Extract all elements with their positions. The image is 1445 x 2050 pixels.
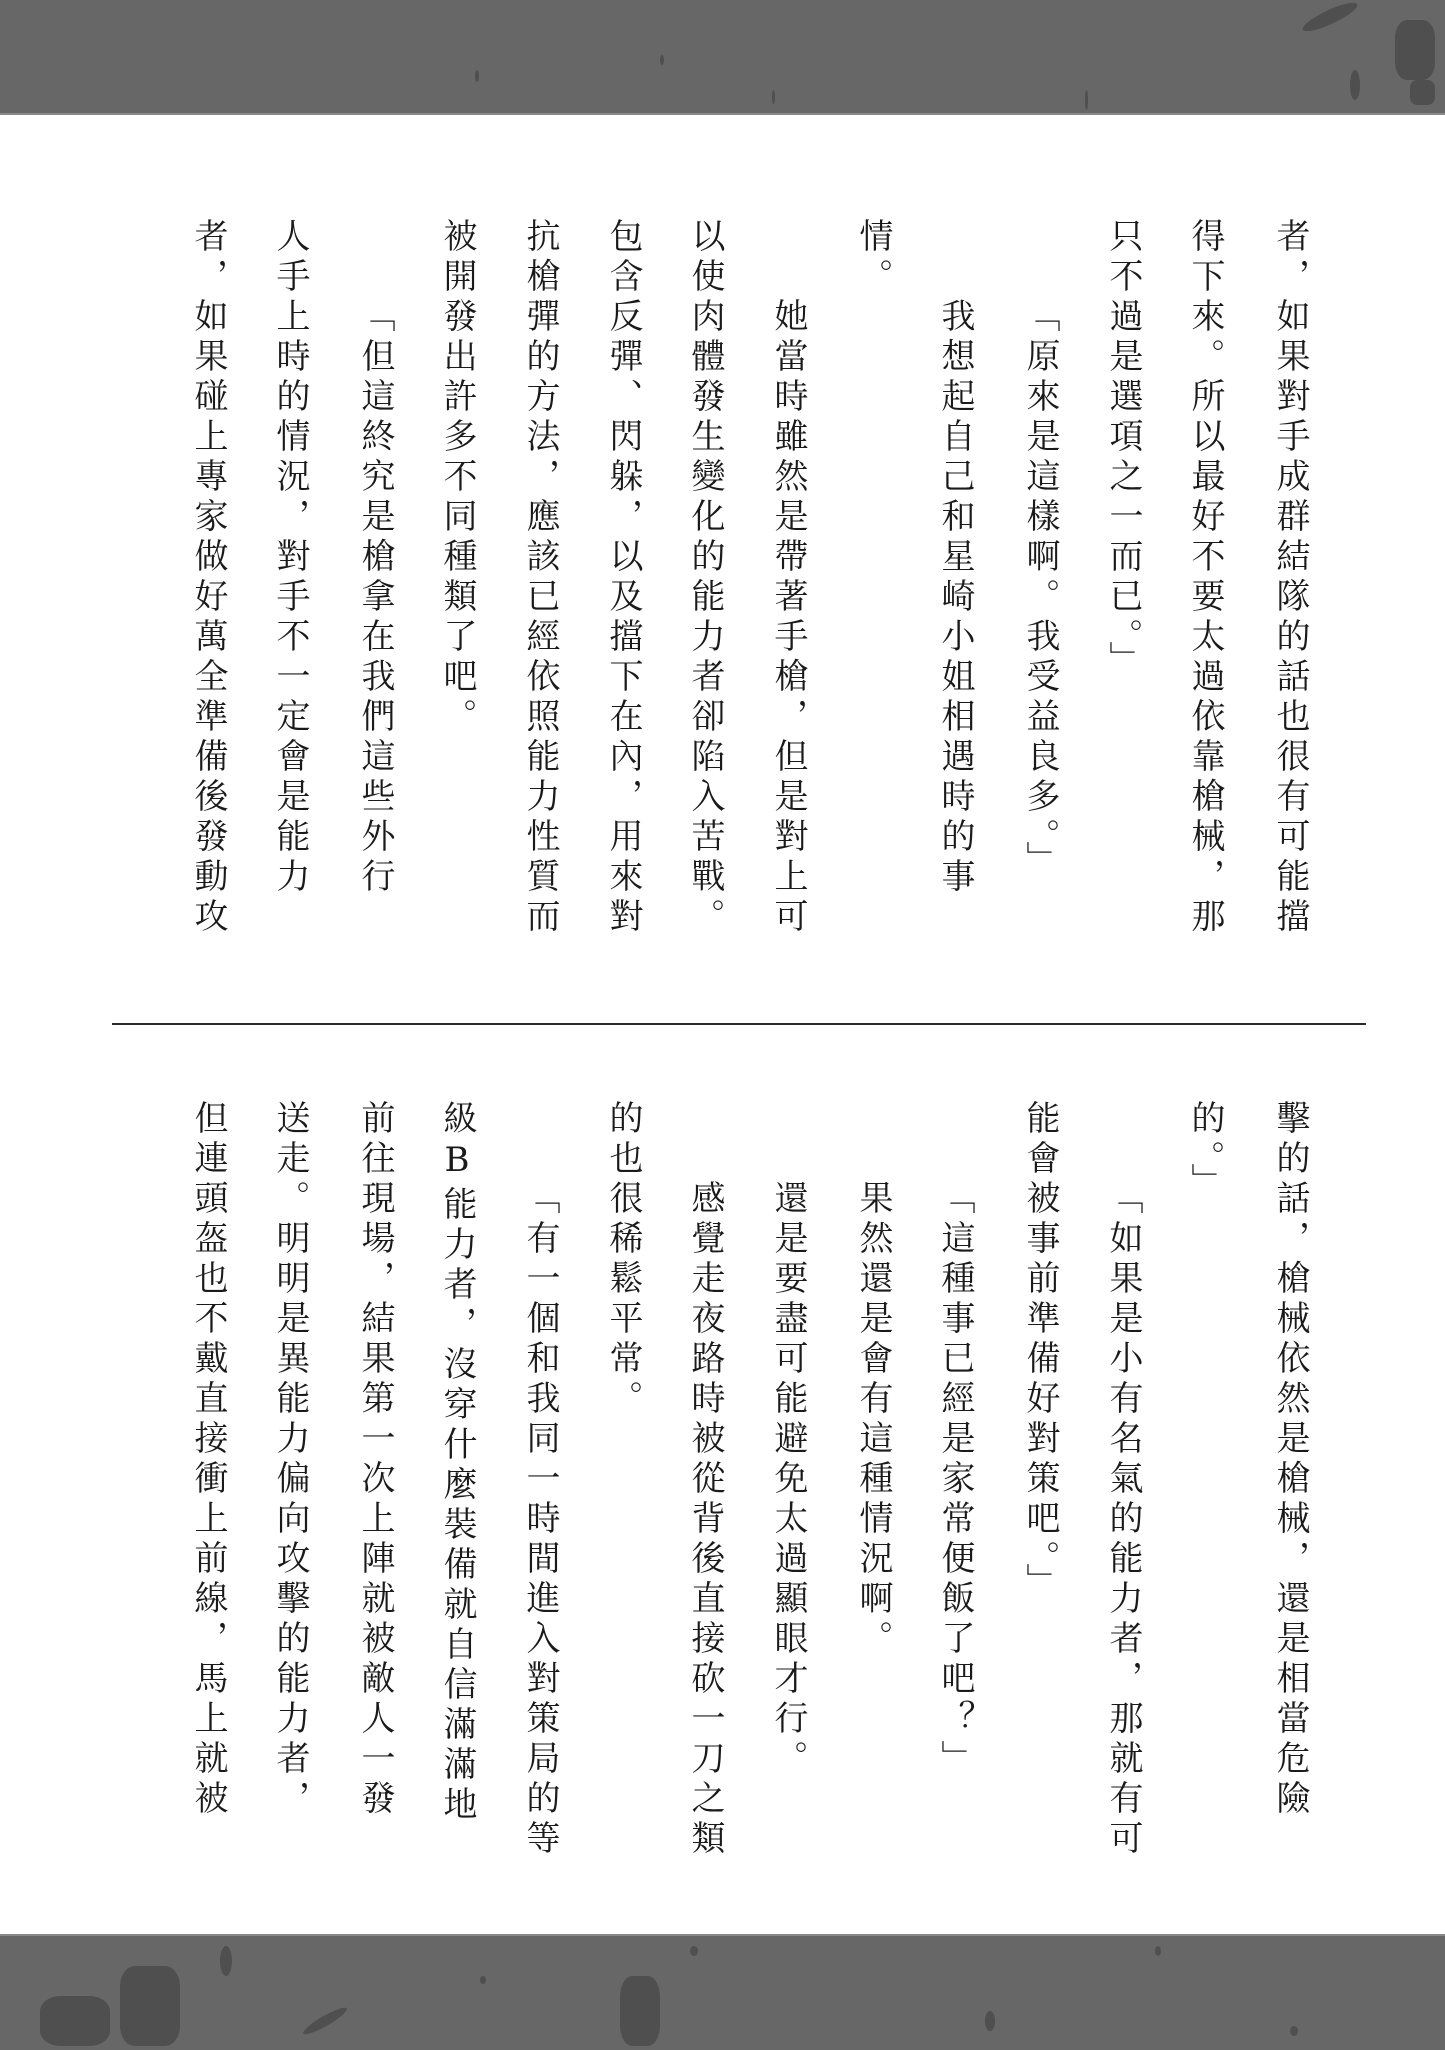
text-column: 「這種事已經是家常便飯了吧？」: [935, 1180, 975, 1780]
text-column: 包含反彈、閃躲，以及擋下在內，用來對: [603, 218, 643, 938]
text-column: 前往現場，結果第一次上陣就被敵人一發: [355, 1100, 395, 1820]
grunge-speck: [772, 90, 775, 104]
top-grunge-banner: [0, 0, 1445, 115]
grunge-speck: [220, 1946, 232, 1976]
grunge-speck: [475, 70, 479, 82]
text-column: 能會被事前準備好對策吧。」: [1020, 1100, 1060, 1603]
text-column: 果然還是會有這種情況啊。: [853, 1180, 893, 1660]
grunge-speck: [120, 1966, 180, 2046]
grunge-speck: [1350, 70, 1360, 100]
grunge-speck: [40, 1996, 110, 2046]
text-column: 感覺走夜路時被從背後直接砍一刀之類: [685, 1180, 725, 1860]
text-column: 還是要盡可能避免太過顯眼才行。: [768, 1180, 808, 1780]
text-column: 人手上時的情況，對手不一定會是能力: [270, 218, 310, 898]
grunge-speck: [480, 1976, 486, 1984]
text-column: 級B能力者，沒穿什麼裝備就自信滿滿地: [437, 1100, 477, 1826]
grunge-speck: [1290, 2026, 1298, 2036]
text-column: 以使肉體發生變化的能力者卻陷入苦戰。: [685, 218, 725, 938]
grunge-speck: [690, 1946, 698, 1956]
text-column: 她當時雖然是帶著手槍，但是對上可: [768, 298, 808, 938]
grunge-speck: [1410, 80, 1435, 105]
text-column: 抗槍彈的方法，應該已經依照能力性質而: [520, 218, 560, 938]
text-column: 被開發出許多不同種類了吧。: [437, 218, 477, 738]
text-column: 但連頭盔也不戴直接衝上前線，馬上就被: [188, 1100, 228, 1820]
grunge-speck: [660, 55, 664, 65]
bottom-grunge-banner: [0, 1934, 1445, 2050]
text-column: 「但這終究是槍拿在我們這些外行: [355, 298, 395, 898]
grunge-speck: [301, 2004, 349, 2038]
grunge-speck: [985, 2011, 995, 2031]
grunge-speck: [1395, 20, 1435, 80]
text-column: 得下來。所以最好不要太過依靠槍械，那: [1185, 218, 1225, 938]
text-column: 只不過是選項之一而已。」: [1103, 218, 1143, 681]
grunge-speck: [1155, 1946, 1161, 1956]
text-column: 擊的話，槍械依然是槍械，還是相當危險: [1270, 1100, 1310, 1820]
grunge-speck: [620, 1976, 660, 2046]
grunge-speck: [1085, 90, 1088, 110]
grunge-speck: [1300, 0, 1360, 36]
text-column: 者，如果對手成群結隊的話也很有可能擋: [1270, 218, 1310, 938]
text-column: 者，如果碰上專家做好萬全準備後發動攻: [188, 218, 228, 938]
text-column: 「有一個和我同一時間進入對策局的等: [520, 1180, 560, 1860]
section-divider: [112, 1023, 1366, 1025]
text-column: 我想起自己和星崎小姐相遇時的事: [935, 298, 975, 898]
book-page: [0, 115, 1445, 1934]
text-column: 「如果是小有名氣的能力者，那就有可: [1103, 1180, 1143, 1860]
text-column: 的也很稀鬆平常。: [603, 1100, 643, 1420]
text-column: 送走。明明是異能力偏向攻擊的能力者，: [270, 1100, 310, 1820]
text-column: 的。」: [1185, 1100, 1225, 1203]
text-column: 情。: [853, 218, 893, 298]
text-column: 「原來是這樣啊。我受益良多。」: [1020, 298, 1060, 881]
